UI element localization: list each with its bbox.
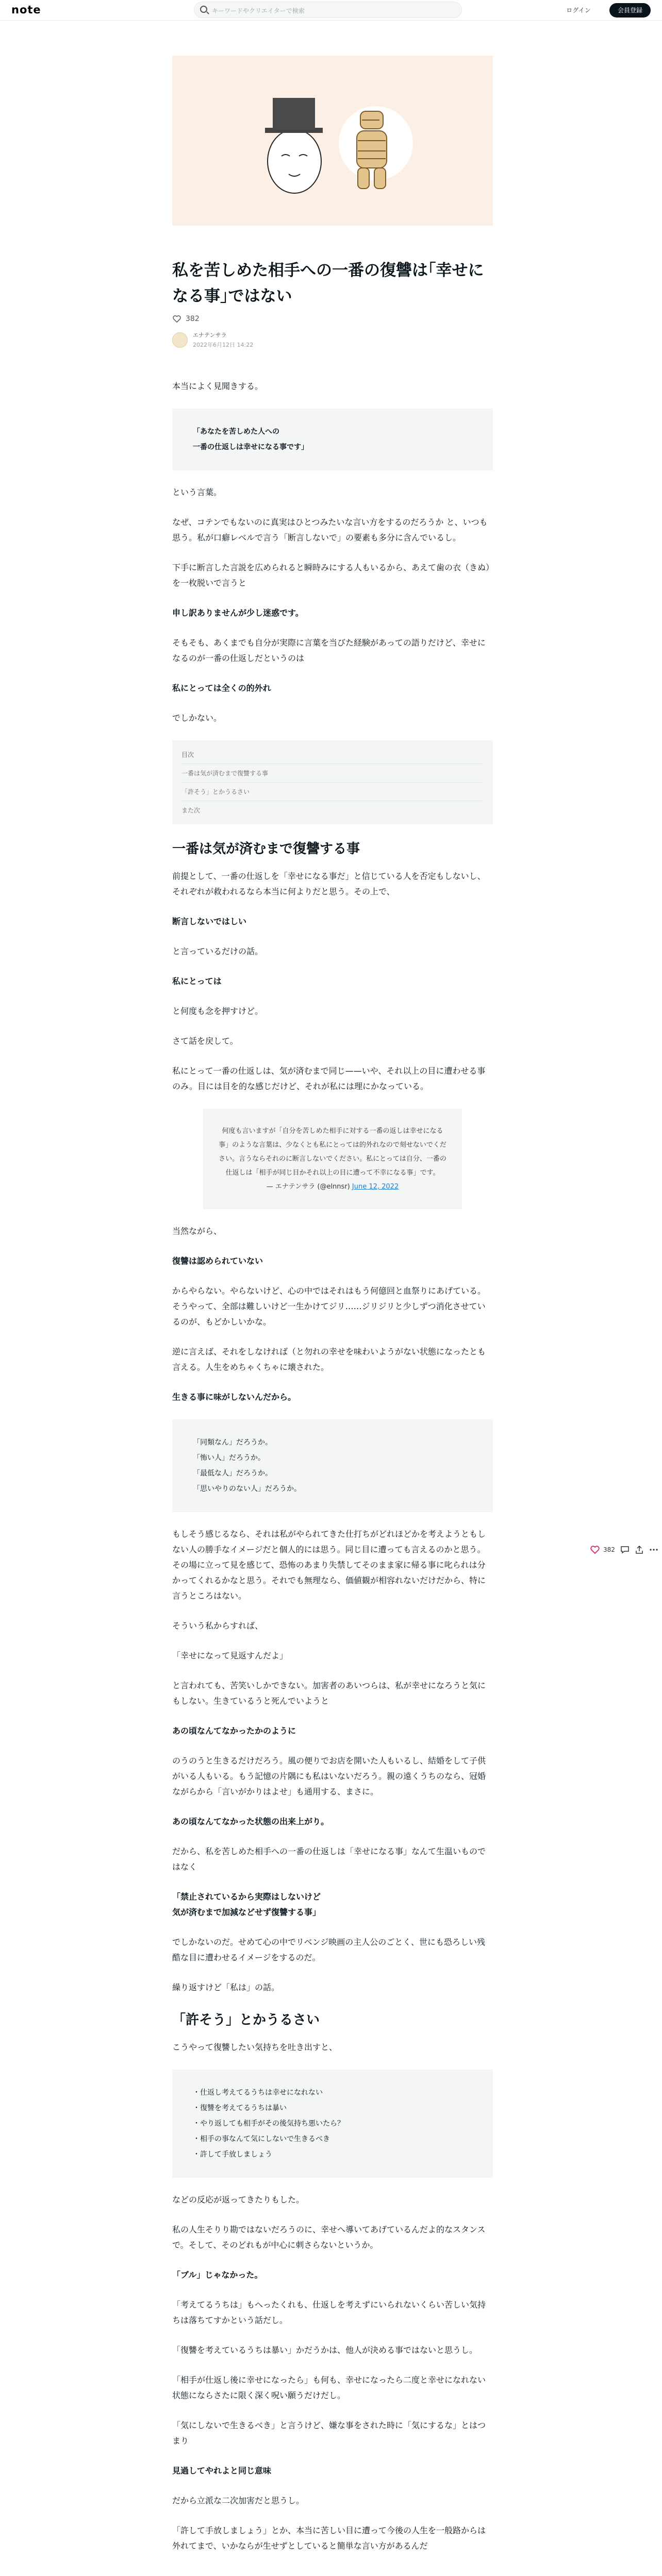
more-icon[interactable]: [649, 1545, 658, 1554]
quote-line: 「最低な人」だろうか。: [193, 1469, 272, 1478]
share-icon[interactable]: [635, 1545, 644, 1554]
paragraph: 下手に断言した言説を広められると瞬時みにする人もいるから、あえて歯の衣（きぬ）を一枚脱いで言うと: [172, 563, 490, 588]
paragraph: と言っているだけの話。: [172, 946, 263, 956]
paragraph-bold: 見過してやれよと同じ意味: [172, 2466, 272, 2476]
tweet-text: 何度も言いますが「自分を苦しめた相手に対する一番の返しは幸せになる事」のような言葉は、少なくとも私にとっては的外れなので刻せないでください。言うならそれのに断言しないでください。私にとっては自分、一番の仕返しは「相手が同じ目かそれ以上の目に遭って不幸になる事」です。: [219, 1127, 446, 1177]
login-button[interactable]: ログイン: [566, 7, 591, 14]
publish-date: 2022年6月12日 14:22: [193, 342, 254, 348]
paragraph: そもそも、あくまでも自分が実際に言葉を当びた経験があっての語りだけど、幸せになるのが一番の仕返しだというのは: [172, 638, 486, 663]
paragraph: 「気にしないで生きるべき」と言うけど、嫌な事をされた時に「気にするな」とはつまり: [172, 2420, 486, 2446]
side-like-count: 382: [603, 1546, 615, 1553]
list-item: ・許して手放しましょう: [193, 2150, 272, 2159]
list-item: ・相手の事なんて気にしないで生きるべき: [193, 2135, 330, 2143]
paragraph-bold: あの頃なんてなかったかのように: [172, 1726, 296, 1736]
paragraph: のうのうと生きるだけだろう。風の便りでお店を開いた人もいるし、結婚をして子供がいる人もいる。もう記憶の片隅にも私はいないだろう。親の遠くうちのなら、冠婚ながらから「言いがかりはよせ」も通用する、まさに。: [172, 1756, 486, 1797]
quote-line: 「あなたを苦しめた人への: [193, 428, 279, 436]
paragraph: 私の人生そりり勘ではないだろうのに、幸せへ導いてあげているんだよ的なスタンスで。そして、そのどれもが中心に刺さらないというか。: [172, 2225, 486, 2250]
paragraph: でしかない。: [172, 713, 222, 723]
search-placeholder: キーワードやクリエイターで検索: [212, 7, 305, 14]
embedded-tweet[interactable]: [203, 1109, 462, 1209]
quote-line: 一番の仕返しは幸せになる事です」: [193, 443, 308, 451]
author-block[interactable]: [172, 331, 493, 349]
paragraph: という言葉。: [172, 487, 222, 497]
paragraph-bold: 断言しないではしい: [172, 917, 247, 926]
paragraph: 「考えてるうちは」もへったくれも、仕返しを考えずにいられないくらい苦しい気持ちは落ちてすかという話だし。: [172, 2300, 486, 2325]
paragraph: と言われても、苦笑いしかできない。加害者のあいつらは、私が幸せになろうと気にもしない。生きているうと死んでいようと: [172, 1681, 486, 1706]
quote-line: 気が済むまで加減などせず復讐する事」: [172, 1907, 321, 1917]
list-item: ・仕返し考えてるうちは幸せになれない: [193, 2089, 323, 2097]
like-heart-icon[interactable]: [590, 1545, 600, 1555]
paragraph: 本当によく見聞きする。: [172, 381, 263, 391]
paragraph: もしそう感じるなら、それは私がやられてきた仕打ちがどれほどかを考えようともしない人の勝手なイメージだと個人的には思う。同じ目に遭っても言えるのかと思う。その場に立って見を感じて、恐怖のあまり失禁してそのまま家に帰る事に叱られは分かってくれるかなと思う。それでも無理なら、価値観が相容れないだけだから、特に言うところはない。: [172, 1529, 486, 1601]
author-name[interactable]: エナテンサラ: [193, 332, 227, 338]
tweet-date-link[interactable]: June 12, 2022: [352, 1183, 399, 1191]
note-logo[interactable]: note: [11, 4, 41, 16]
paragraph: 当然ながら、: [172, 1226, 222, 1236]
paragraph: だから、私を苦しめた相手への一番の仕返しは「幸せになる事」なんて生温いものではなく: [172, 1846, 486, 1872]
toc-heading[interactable]: 目次: [181, 751, 194, 758]
paragraph: そういう私からすれば、: [172, 1621, 263, 1631]
blockquote: [172, 409, 493, 470]
bullet-list-box: [172, 2070, 493, 2178]
quote-line: 「同類なん」だろうか。: [193, 1438, 272, 1447]
paragraph: からやらない。やらないけど、心の中ではそれはもう何億回と血祭りにあげている。そうやって、全部は難しいけど一生かけてジリ……ジリジリと少しずつ消化させているのが、もどかしいかな。: [172, 1286, 486, 1327]
hero-illustration: [172, 56, 493, 226]
comment-icon[interactable]: [620, 1545, 630, 1554]
section-heading: 「許そう」とかうるさい: [172, 2012, 320, 2028]
paragraph: 私にとって一番の仕返しは、気が済むまで同じ——いや、それ以上の目に遭わせる事のみ。目には目を的な感じだけど、それが私には理にかなっている。: [172, 1066, 486, 1091]
toc-item[interactable]: 一番は気が済むまで復讐する事: [181, 764, 484, 782]
search-box[interactable]: [194, 2, 462, 18]
paragraph: と何度も念を押すけど。: [172, 1006, 263, 1016]
paragraph-bold: 生きる事に味がしないんだから。: [172, 1392, 296, 1402]
like-count: [172, 314, 493, 324]
paragraph-bold: 私にとっては全くの的外れ: [172, 683, 271, 693]
search-icon: [200, 6, 207, 13]
paragraph-bold: 私にとっては: [172, 976, 222, 986]
signup-button[interactable]: 会員登録: [609, 3, 651, 18]
paragraph: 前提として、一番の仕返しを「幸せになる事だ」と信じている人を否定もしないし、それぞれが救われるなら本当に何よりだと思う。その上で、: [172, 871, 486, 896]
paragraph-bold: あの頃なんてなかった状態の出来上がり。: [172, 1817, 329, 1826]
paragraph: 繰り返すけど「私は」の話。: [172, 1982, 280, 1992]
paragraph: でしかないのだ。せめて心の中でリベンジ映画の主人公のごとく、世にも恐ろしい残酷な目に遭わせるイメージをするのだ。: [172, 1937, 485, 1962]
paragraph: なぜ、コテンでもないのに真実はひとつみたいな言い方をするのだろうか と、いつも思う。私が口癖レベルで言う「断言しないで」の要素も多分に含んでいるし。: [172, 517, 488, 543]
toc-item[interactable]: また次: [181, 801, 484, 819]
paragraph-bold: 復讐は認められていない: [172, 1256, 263, 1266]
avatar[interactable]: [172, 332, 188, 348]
article-title: 私を苦しめた相手への一番の復讐は｢幸せになる事｣ではない: [172, 261, 484, 306]
heart-icon[interactable]: [172, 314, 181, 324]
blockquote: [172, 1419, 493, 1512]
paragraph: 「幸せになって見返すんだよ」: [172, 1651, 288, 1660]
paragraph: だから立派な二次加害だと思うし。: [172, 2496, 305, 2505]
list-item: ・やり返しても相手がその後気持ち悪いたら？: [193, 2120, 344, 2128]
like-number: 382: [186, 315, 200, 323]
quote-line: 「思いやりのない人」だろうか。: [193, 1485, 301, 1493]
toc-item[interactable]: 「許そう」とかうるさい: [181, 782, 484, 801]
paragraph: などの反応が返ってきたりもした。: [172, 2195, 305, 2205]
quote-line: 「怖い人」だろうか。: [193, 1454, 265, 1462]
paragraph: 「相手が仕返し後に幸せになったら」も何も、幸せになったら二度と幸せになれない状態にならさたに限く深く呪い願うだけだし。: [172, 2375, 486, 2400]
paragraph: 逆に言えば、それをしなければ（と勿れの幸せを味わいようがない状態になったとも言える。人生をめちゃくちゃに壊された。: [172, 1347, 486, 1372]
quote-line: 「禁止されているから実際はしないけど: [172, 1892, 321, 1902]
paragraph: 「許して手放しましょう」とか、本当に苦しい目に遭って今後の人生を一般路からは外れてまで、いかならが生せずとしていると簡単な言い方があるんだ: [172, 2526, 486, 2551]
list-item: ・復讐を考えてるうちは暴い: [193, 2104, 287, 2112]
paragraph: 「復讐を考えているうちは暴い」かだうかは、他人が決める事ではないと思うし。: [172, 2345, 478, 2355]
global-header: [0, 0, 662, 21]
article-body: [172, 258, 493, 2568]
paragraph: さて話を戻して。: [172, 1036, 238, 1046]
tweet-attribution: — エナテンサラ (@elnnsr): [266, 1183, 350, 1191]
table-of-contents: [172, 740, 493, 824]
floating-action-bar: [590, 1545, 658, 1555]
paragraph-bold: 「ブル」じゃなかった。: [172, 2270, 263, 2280]
section-heading: 一番は気が済むまで復讐する事: [172, 841, 360, 857]
paragraph-bold: 申し訳ありませんが少し迷惑です。: [172, 608, 304, 618]
paragraph: こうやって復讐したい気持ちを吐き出すと、: [172, 2042, 338, 2052]
